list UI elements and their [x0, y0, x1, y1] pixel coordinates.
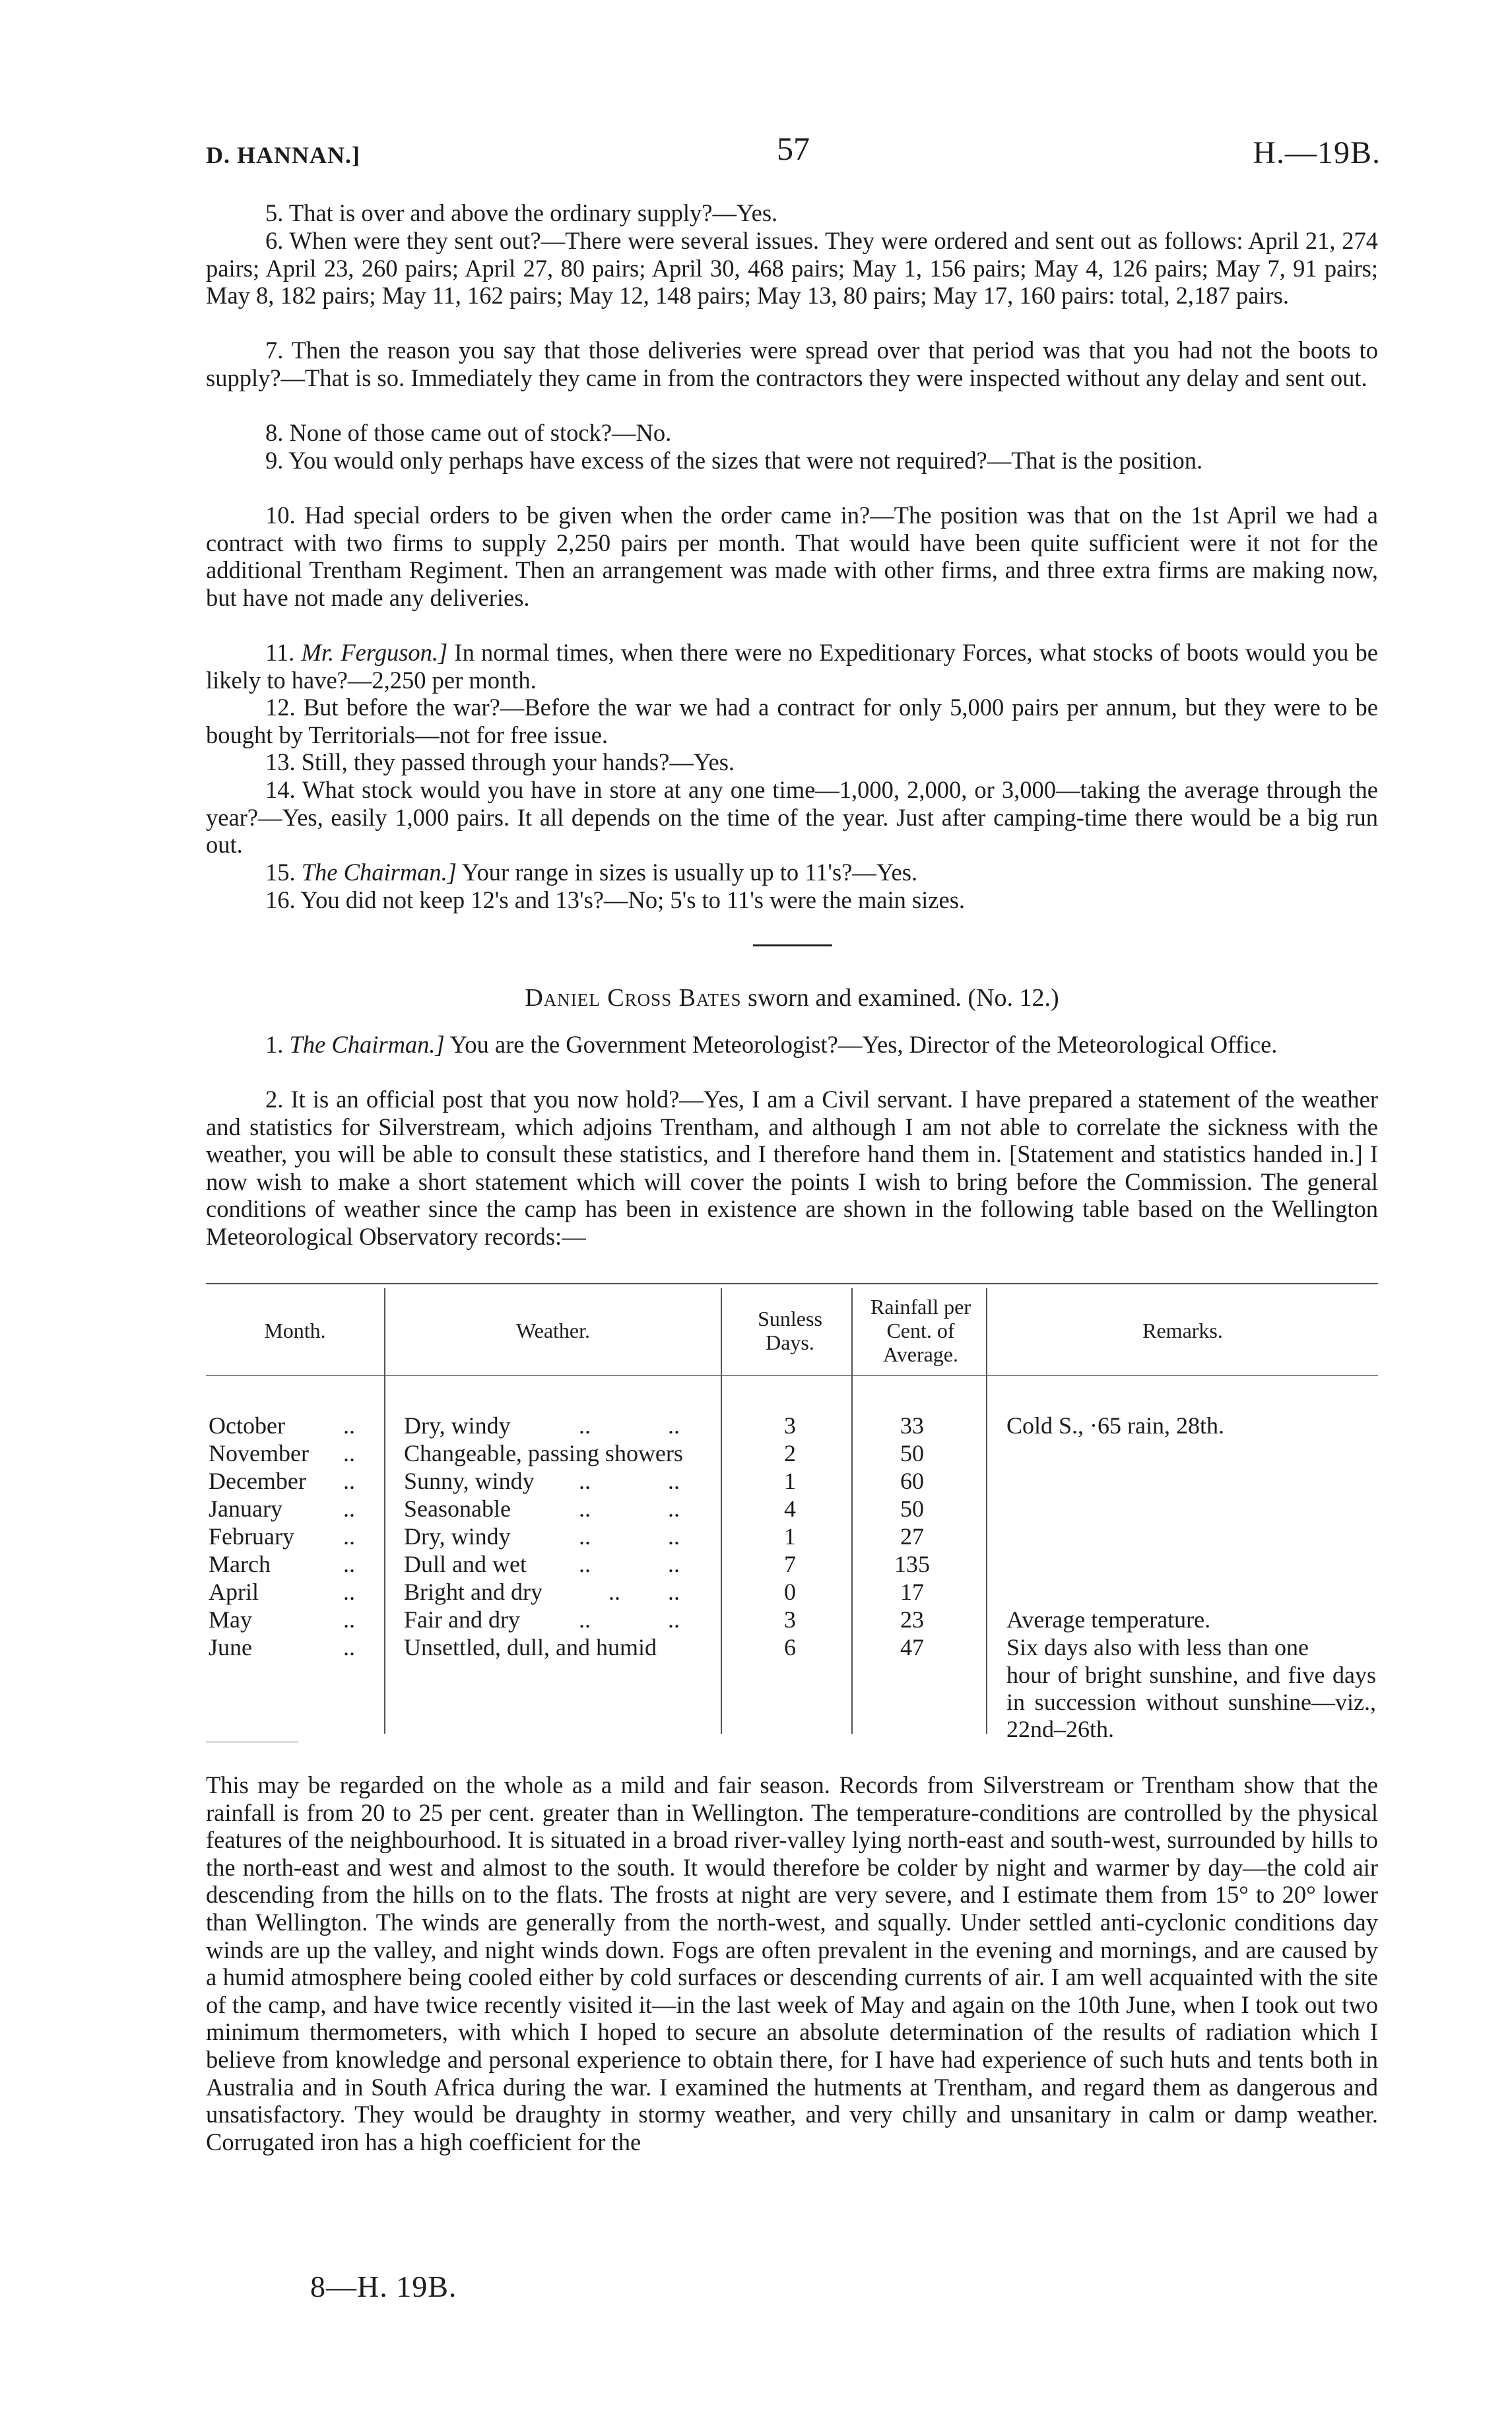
header-witness-name: D. HANNAN.]: [206, 142, 360, 168]
cell-sunless: 7: [784, 1551, 796, 1577]
cell-month: March: [209, 1551, 271, 1577]
dot-leader: ..: [579, 1495, 591, 1522]
cell-weather: Changeable, passing showers: [404, 1440, 683, 1466]
cell-rainfall: 17: [900, 1579, 924, 1605]
paragraph-q10: 10. Had special orders to be given when the order came in?—The position was that on the 1st April we had a contract with two firms to supply 2,250 pairs per month. That would have been quite sufficient were it not for the additional Trentham Regiment. Then an arrangement was made with other firms, and three extra firms are making now, but have not made any deliveries.: [206, 502, 1378, 611]
header-rainfall: Rainfall per Cent. of Average.: [871, 1295, 971, 1366]
cell-weather: Fair and dry: [404, 1606, 520, 1633]
cell-weather: Bright and dry: [404, 1579, 542, 1605]
cell-month: November: [209, 1440, 309, 1466]
cell-month: May: [209, 1606, 252, 1633]
dot-leader: ..: [668, 1551, 680, 1577]
paragraph-q9: 9. You would only perhaps have excess of the sizes that were not required?—That is the position.: [265, 447, 1203, 474]
cell-weather: Dry, windy: [404, 1523, 511, 1550]
paragraph-q11: [206, 639, 1378, 694]
cell-sunless: 6: [784, 1634, 796, 1660]
question-text: Your range in sizes is usually up to 11's?—Yes.: [461, 859, 918, 886]
cell-remarks: Cold S., ·65 rain, 28th.: [1006, 1412, 1224, 1439]
weather-table: [206, 1283, 1378, 1745]
paragraph-q14: 14. What stock would you have in store at any one time—1,000, 2,000, or 3,000—taking the average through the year?—Yes, easily 1,000 pairs. It all depends on the time of the year. Just after camping-time there would be a big run out.: [206, 776, 1378, 859]
cell-sunless: 3: [784, 1412, 796, 1439]
cell-sunless: 1: [784, 1468, 796, 1494]
witness-heading-rest: sworn and examined. (No. 12.): [741, 984, 1059, 1012]
cell-sunless: 4: [784, 1495, 796, 1522]
question-number: 1.: [265, 1031, 284, 1058]
dot-leader: ..: [343, 1523, 355, 1550]
table-row: [206, 1440, 1378, 1467]
section-divider: [753, 944, 832, 946]
cell-rainfall: 47: [900, 1634, 924, 1660]
dot-leader: ..: [668, 1579, 680, 1605]
dot-leader: ..: [343, 1606, 355, 1633]
cell-month: February: [209, 1523, 294, 1550]
table-row: [206, 1468, 1378, 1495]
dot-leader: ..: [343, 1551, 355, 1577]
cell-sunless: 2: [784, 1440, 796, 1466]
table-row: [206, 1634, 1378, 1661]
cell-month: December: [209, 1468, 306, 1494]
cell-rainfall: 33: [900, 1412, 924, 1439]
table-row: [206, 1495, 1378, 1523]
paragraph-bates-q1: [206, 1031, 1378, 1059]
dot-leader: ..: [343, 1468, 355, 1494]
dot-leader: ..: [343, 1634, 355, 1660]
dot-leader: ..: [579, 1468, 591, 1494]
table-row: [206, 1579, 1378, 1606]
witness-name: Daniel Cross Bates: [525, 984, 742, 1012]
cell-month: April: [209, 1579, 259, 1605]
page-number: 57: [777, 130, 810, 167]
cell-month: October: [209, 1412, 285, 1439]
dot-leader: ..: [343, 1579, 355, 1605]
header-month: Month.: [264, 1319, 326, 1342]
paragraph-q15: [206, 859, 1378, 886]
cell-sunless: 0: [784, 1579, 796, 1605]
paragraph-q13: 13. Still, they passed through your hands?—Yes.: [265, 748, 735, 775]
dot-leader: ..: [579, 1412, 591, 1439]
question-number: 15.: [265, 859, 296, 886]
cell-weather: Dull and wet: [404, 1551, 527, 1577]
cell-rainfall: 60: [900, 1468, 924, 1494]
cell-rainfall: 23: [900, 1606, 924, 1633]
dot-leader: ..: [343, 1412, 355, 1439]
header-sunless-days: Sunless Days.: [758, 1307, 822, 1354]
dot-leader: ..: [579, 1606, 591, 1633]
dot-leader: ..: [668, 1412, 680, 1439]
cell-remarks: Six days also with less than one: [1006, 1634, 1309, 1660]
dot-leader: ..: [668, 1606, 680, 1633]
speaker-name: The Chairman.]: [301, 859, 457, 886]
header-weather: Weather.: [515, 1319, 591, 1342]
dot-leader: ..: [668, 1495, 680, 1522]
table-header-rule: [206, 1375, 1378, 1376]
cell-weather: Unsettled, dull, and humid: [404, 1634, 657, 1660]
cell-rainfall: 135: [894, 1551, 930, 1577]
header-remarks: Remarks.: [1142, 1319, 1223, 1342]
dot-leader: ..: [579, 1551, 591, 1577]
document-reference: H.—19B.: [1253, 135, 1381, 170]
cell-weather: Dry, windy: [404, 1412, 511, 1439]
dot-leader: ..: [668, 1523, 680, 1550]
cell-rainfall: 27: [900, 1523, 924, 1550]
cell-rainfall: 50: [900, 1440, 924, 1466]
dot-leader: ..: [608, 1579, 620, 1605]
speaker-name: Mr. Ferguson.]: [301, 639, 448, 666]
table-row: [206, 1551, 1378, 1578]
cell-sunless: 3: [784, 1606, 796, 1633]
paragraph-q7: 7. Then the reason you say that those deliveries were spread over that period was that you had not the boots to supply?—That is so. Immediately they came in from the contractors they were inspected without any delay and sent out.: [206, 337, 1378, 391]
cell-month: June: [209, 1634, 252, 1660]
page-header: [206, 129, 1381, 176]
paragraph-q8: 8. None of those came out of stock?—No.: [265, 419, 672, 446]
dot-leader: ..: [668, 1468, 680, 1494]
table-row: [206, 1606, 1378, 1633]
question-number: 11.: [265, 639, 295, 666]
cell-weather: Seasonable: [404, 1495, 511, 1522]
paragraph-q16: 16. You did not keep 12's and 13's?—No; 5's to 11's were the main sizes.: [265, 886, 966, 913]
table-top-rule: [206, 1283, 1378, 1284]
table-row: [206, 1523, 1378, 1550]
paragraph-closing: This may be regarded on the whole as a mild and fair season. Records from Silverstream or Trentham show that the rainfall is from 20 to 25 per cent. greater than in Wellington. The temperature-conditions are controlled by the physical features of the neighbourhood. It is situated in a broad river-valley lying north-east and south-west, surrounded by hills to the north-east and west and almost to the south. It would therefore be colder by night and warmer by day—the cold air descending from the hills on to the flats. The frosts at night are very severe, and I estimate them from 15° to 20° lower than Wellington. The winds are generally from the north-west, and squally. Under settled anti-cyclonic conditions day winds are up the valley, and night winds down. Fogs are often prevalent in the evening and mornings, and are caused by a humid atmosphere being cooled either by cold surfaces or descending currents of air. I am well acquainted with the site of the camp, and have twice recently visited it—in the last week of May and again on the 10th June, when I took out two minimum thermometers, with which I hoped to secure an absolute determination of the results of radiation which I believe from knowledge and personal experience to obtain there, for I have had experience of such huts and tents both in Australia and in South Africa during the war. I examined the hutments at Trentham, and regard them as dangerous and unsatisfactory. They would be draughty in stormy weather, and very chilly and unsanitary in calm or damp weather. Corrugated iron has a high coefficient for the: [206, 1771, 1378, 2155]
question-text: In normal times, when there were no Expeditionary Forces, what stocks of boots would you be likely to have?—2,250 per month.: [206, 639, 1378, 694]
cell-rainfall: 50: [900, 1495, 924, 1522]
question-text: You are the Government Meteorologist?—Yes, Director of the Meteorological Office.: [449, 1031, 1278, 1058]
dot-leader: ..: [579, 1523, 591, 1550]
dot-leader: ..: [343, 1440, 355, 1466]
paragraph-bates-q2: 2. It is an official post that you now hold?—Yes, I am a Civil servant. I have prepared a statement of the weather and statistics for Silverstream, which adjoins Trentham, and although I am not able to correlate the sickness with the weather, you will be able to consult these statistics, and I therefore hand them in. [Statement and statistics handed in.] I now wish to make a short statement which will cover the points I wish to bring before the Commission. The general conditions of weather since the camp has been in existence are shown in the following table based on the Wellington Meteorological Observatory records:—: [206, 1086, 1378, 1250]
table-row: [206, 1412, 1378, 1439]
dot-leader: ..: [343, 1495, 355, 1522]
paragraph-q12: 12. But before the war?—Before the war we had a contract for only 5,000 pairs per annum, but they were to be bought by Territorials—not for free issue.: [206, 694, 1378, 748]
footer-signature: 8—H. 19B.: [310, 2270, 457, 2303]
paragraph-q6: 6. When were they sent out?—There were several issues. They were ordered and sent out as follows: April 21, 274 pairs; April 23, 260 pairs; April 27, 80 pairs; April 30, 468 pairs; May 1, 156 pairs; May 4, 126 pairs; May 7, 91 pairs; May 8, 182 pairs; May 11, 162 pairs; May 12, 148 pairs; May 13, 80 pairs; May 17, 160 pairs: total, 2,187 pairs.: [206, 227, 1378, 310]
cell-month: January: [209, 1495, 282, 1522]
cell-remarks-continuation: hour of bright sunshine, and five days in succession without sunshine—viz., 22nd–26th.: [1006, 1662, 1376, 1742]
cell-remarks: Average temperature.: [1006, 1606, 1211, 1633]
cell-sunless: 1: [784, 1523, 796, 1550]
cell-weather: Sunny, windy: [404, 1468, 535, 1494]
paragraph-q5: 5. That is over and above the ordinary supply?—Yes.: [265, 199, 778, 226]
witness-heading: [206, 983, 1378, 1012]
speaker-name: The Chairman.]: [289, 1031, 445, 1058]
